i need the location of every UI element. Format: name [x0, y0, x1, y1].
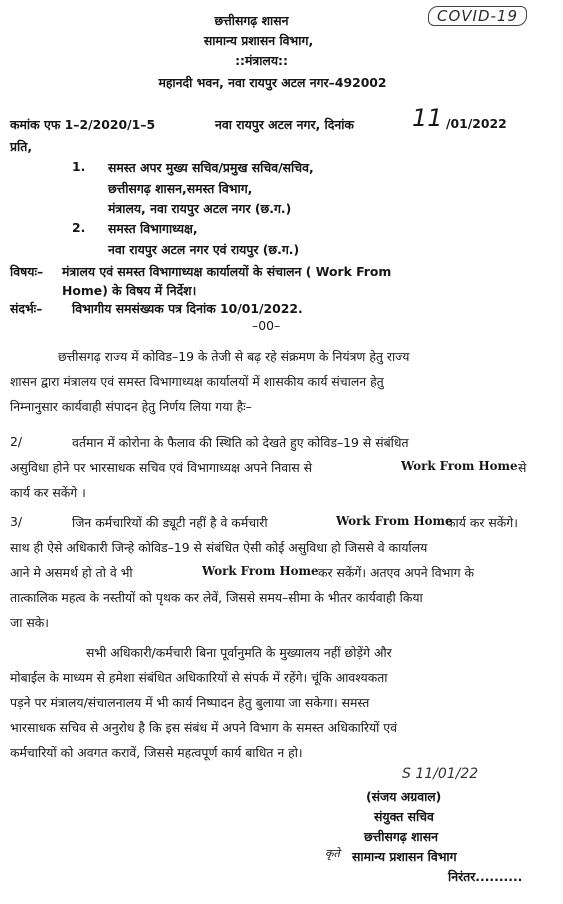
ref-number: कमांक एफ 1–2/2020/1–5 — [10, 117, 156, 132]
to-item-num: 2. — [72, 220, 86, 235]
body-line: साथ ही ऐसे अधिकारी जिन्हे कोविड–19 से संबंधित ऐसी कोई असुविधा हो जिससे वे कार्यालय — [10, 540, 428, 555]
body-line: आने मे असमर्थ हो तो वे भी — [10, 565, 133, 580]
wfh-text: Work From Home — [401, 459, 518, 473]
signatory-dept: सामान्य प्रशासन विभाग — [352, 849, 457, 864]
body-line: सभी अधिकारी/कर्मचारी बिना पूर्वानुमति के मुख्यालय नहीं छोड़ेंगे और — [86, 645, 392, 660]
divider: –00– — [252, 318, 281, 333]
to-item-line: समस्त विभागाध्यक्ष, — [108, 221, 198, 236]
body-line: निम्नानुसार कार्यवाही संपादन हेतु निर्णय लिया गया हैः– — [10, 399, 252, 414]
wfh-text: Work From Home — [202, 564, 319, 578]
body-line: जा सके। — [10, 615, 49, 630]
para-number: 2/ — [10, 434, 23, 449]
body-line: मोबाईल के माध्यम से हमेशा संबंधित अधिकारियों से संपर्क में रहेंगे। चूंकि आवश्यकता — [10, 670, 388, 685]
signatory-designation: संयुक्त सचिव — [374, 809, 434, 824]
header-ministry: ::मंत्रालय:: — [235, 53, 288, 68]
body-line: असुविधा होने पर भारसाधक सचिव एवं विभागाध्यक्ष अपने निवास से — [10, 460, 313, 475]
to-item-line: समस्त अपर मुख्य सचिव/प्रमुख सचिव/सचिव, — [108, 160, 314, 175]
para-number: 3/ — [10, 514, 23, 529]
ref-day: 11 — [412, 104, 443, 132]
reference-label: संदर्भः– — [10, 301, 43, 316]
ref-month-year: /01/2022 — [446, 116, 507, 131]
body-line: पड़ने पर मंत्रालय/संचालनालय में भी कार्य निष्पादन हेतु बुलाया जा सकेगा। समस्त — [10, 695, 370, 710]
body-line: जिन कर्मचारियों की ड्यूटी नहीं है वे कर्मचारी — [72, 515, 268, 530]
letterhead — [0, 12, 563, 91]
to-item-line: मंत्रालय, नवा रायपुर अटल नगर (छ.ग.) — [108, 201, 292, 216]
covid-stamp: COVID-19 — [428, 6, 527, 26]
reference-text: विभागीय समसंख्यक पत्र दिनांक 10/01/2022. — [72, 301, 303, 316]
header-dept: सामान्य प्रशासन विभाग, — [203, 33, 314, 48]
body-line: वर्तमान में कोरोना के फैलाव की स्थिति को देखते हुए कोविड–19 से संबंधित — [72, 435, 409, 450]
header-address: महानदी भवन, नवा रायपुर अटल नगर–492002 — [158, 75, 387, 90]
to-label: प्रति, — [10, 139, 33, 154]
body-line: कार्य कर सकेंगे। — [446, 515, 518, 530]
to-item-line: छत्तीसगढ़ शासन,समस्त विभाग, — [108, 181, 253, 196]
body-line: कार्य कर सकेंगे । — [10, 485, 86, 500]
body-line: छत्तीसगढ़ राज्य में कोविड–19 के तेजी से बढ़ रहे संक्रमण के नियंत्रण हेतु राज्य — [58, 349, 410, 364]
to-item-num: 1. — [72, 159, 86, 174]
header-gov: छत्तीसगढ़ शासन — [214, 13, 289, 28]
subject-line: मंत्रालय एवं समस्त विभागाध्यक्ष कार्यालयों के संचालन ( Work From — [62, 264, 392, 279]
body-line: तात्कालिक महत्व के नस्तीयों को पृथक कर लेवें, जिससे समय–सीमा के भीतर कार्यवाही किया — [10, 590, 423, 605]
body-line: शासन द्वारा मंत्रालय एवं समस्त विभागाध्यक्ष कार्यालयों में शासकीय कार्य संचालन हेतु — [10, 374, 384, 389]
body-line: कर्मचारियों को अवगत करावें, जिससे महत्वपूर्ण कार्य बाधित न हो। — [10, 745, 303, 760]
to-item-line: नवा रायपुर अटल नगर एवं रायपुर (छ.ग.) — [108, 242, 300, 257]
body-line: से — [518, 460, 527, 475]
ref-place-date: नवा रायपुर अटल नगर, दिनांक — [215, 117, 354, 132]
for-mark: कृते — [325, 847, 340, 860]
continued-mark: निरंतर.......... — [448, 869, 523, 884]
handwritten-signature: S 11/01/22 — [402, 766, 479, 782]
subject-line: Home) के विषय में निर्देश। — [62, 283, 197, 298]
signatory-name: (संजय अग्रवाल) — [366, 789, 442, 804]
subject-label: विषयः– — [10, 264, 44, 279]
signatory-gov: छत्तीसगढ़ शासन — [364, 829, 438, 844]
wfh-text: Work From Home — [336, 514, 453, 528]
body-line: भारसाधक सचिव से अनुरोध है कि इस संबंध में अपने विभाग के समस्त अधिकारियों एवं — [10, 720, 398, 735]
body-line: कर सकेंगें। अतएव अपने विभाग के — [318, 565, 475, 580]
